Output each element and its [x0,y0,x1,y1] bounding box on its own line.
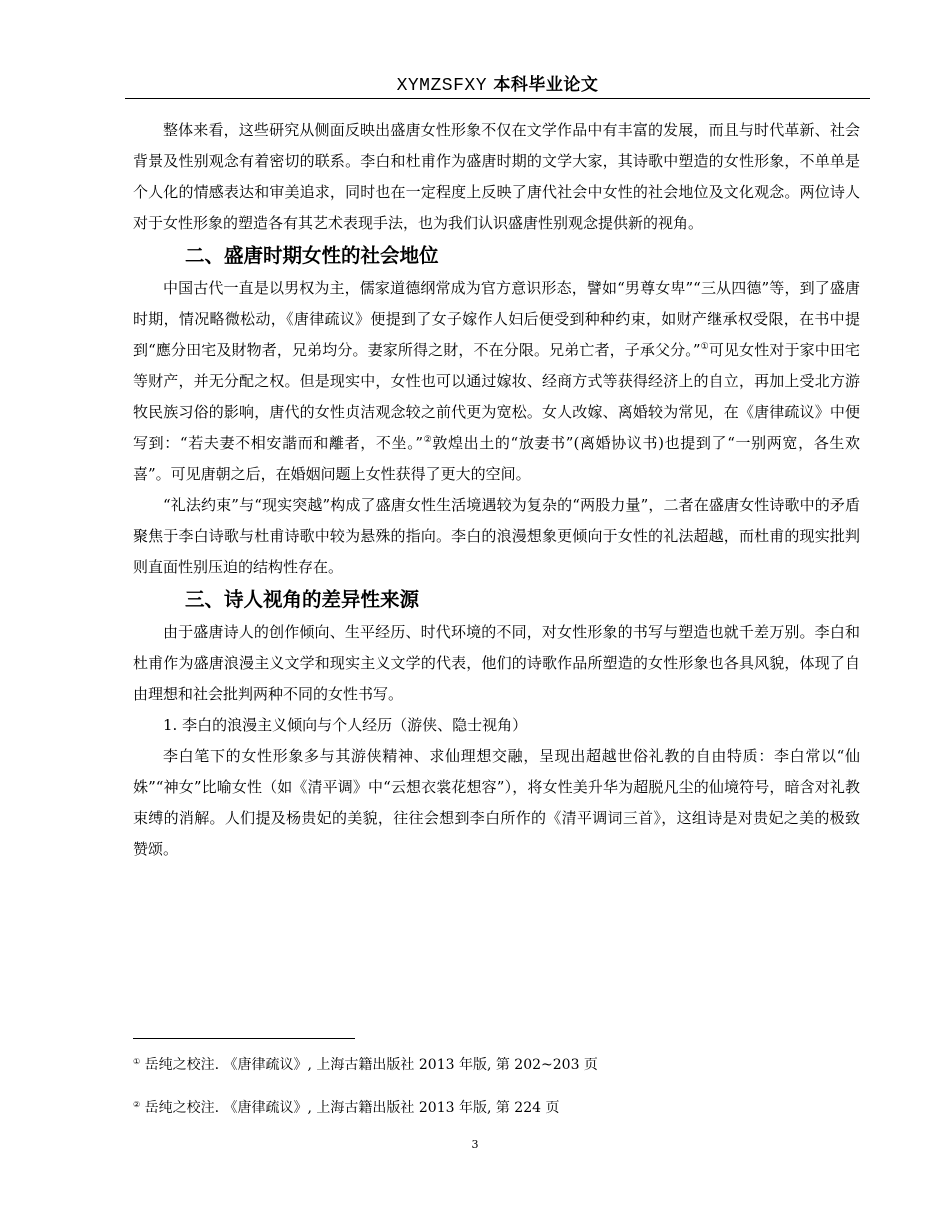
subsection-heading-1: 1. 李白的浪漫主义倾向与个人经历（游侠、隐士视角） [163,716,528,734]
header-title [397,75,599,95]
paragraph-social-status-c: 敦煌出土的“放妻书”(离婚协议书)也提到了“一别两宽，各生欢喜”。可见唐朝之后，在婚姻问题上女性获得了更大的空间。 [133,434,860,483]
header-title-latin: XYMZSFXY [396,76,487,96]
section-heading-2: 二、盛唐时期女性的社会地位 [185,244,439,267]
paragraph-poets: 由于盛唐诗人的创作倾向、生平经历、时代环境的不同，对女性形象的书写与塑造也就千差万别。李白和杜甫作为盛唐浪漫主义文学和现实主义文学的代表，他们的诗歌作品所塑造的女性形象也各具风貌，体现了自由理想和社会批判两种不同的女性书写。 [133,623,860,703]
header-title-cn: 本科毕业论文 [487,75,599,95]
footnote-ref-1: ① [700,342,709,352]
footnote-separator [133,1038,355,1039]
paragraph-social-status [133,273,860,490]
main-body [133,115,860,865]
footnote-text-2: 岳纯之校注. 《唐律疏议》, 上海古籍出版社 2013 年版, 第 224 页 [144,1100,560,1116]
footnote-ref-2: ② [423,435,433,445]
page-number: 3 [471,1138,479,1151]
paragraph-social-status-a: 中国古代一直是以男权为主，儒家道德纲常成为官方意识形态，譬如“男尊女卑”“三从四德”等，到了盛唐时期，情况略微松动，《唐律疏议》便提到了女子嫁作人妇后便受到种种约束，如财产继承权受限，在书中提到“應分田宅及財物者，兄弟均分。妻家所得之財，不在分限。兄弟亡者，子承父分。” [133,279,860,359]
footnote-text-1: 岳纯之校注. 《唐律疏议》, 上海古籍出版社 2013 年版, 第 202~203 页 [144,1057,598,1073]
paragraph-social-status-b: 可见女性对于家中田宅等财产，并无分配之权。但是现实中，女性也可以通过嫁妆、经商方式等获得经济上的自立，再加上受北方游牧民族习俗的影响，唐代的女性贞洁观念较之前代更为宽松。女人改嫁、离婚较为常见，在《唐律疏议》中便写到：“若夫妻不相安諧而和離者，不坐。” [133,341,860,452]
footnote-mark-1: ① [133,1057,141,1066]
footnote-2 [133,1098,559,1118]
footnote-mark-2: ② [133,1100,141,1109]
footnote-1 [133,1055,598,1075]
section-heading-3: 三、诗人视角的差异性来源 [185,588,420,611]
page-header [125,70,870,99]
paragraph-two-forces: “礼法约束”与“现实突越”构成了盛唐女性生活境遇较为复杂的“两股力量”，二者在盛唐女性诗歌中的矛盾聚焦于李白诗歌与杜甫诗歌中较为悬殊的指向。李白的浪漫想象更倾向于女性的礼法超越，而杜甫的现实批判则直面性别压迫的结构性存在。 [133,496,860,576]
paragraph-intro: 整体来看，这些研究从侧面反映出盛唐女性形象不仅在文学作品中有丰富的发展，而且与时代革新、社会背景及性别观念有着密切的联系。李白和杜甫作为盛唐时期的文学大家，其诗歌中塑造的女性形象，不单单是个人化的情感表达和审美追求，同时也在一定程度上反映了唐代社会中女性的社会地位及文化观念。两位诗人对于女性形象的塑造各有其艺术表现手法，也为我们认识盛唐性别观念提供新的视角。 [133,121,860,232]
paragraph-libai: 李白笔下的女性形象多与其游侠精神、求仙理想交融，呈现出超越世俗礼教的自由特质：李白常以“仙姝”“神女”比喻女性（如《清平调》中“云想衣裳花想容”），将女性美升华为超脱凡尘的仙境符号，暗含对礼教束缚的消解。人们提及杨贵妃的美貌，往往会想到李白所作的《清平调词三首》，这组诗是对贵妃之美的极致赞颂。 [133,747,860,858]
